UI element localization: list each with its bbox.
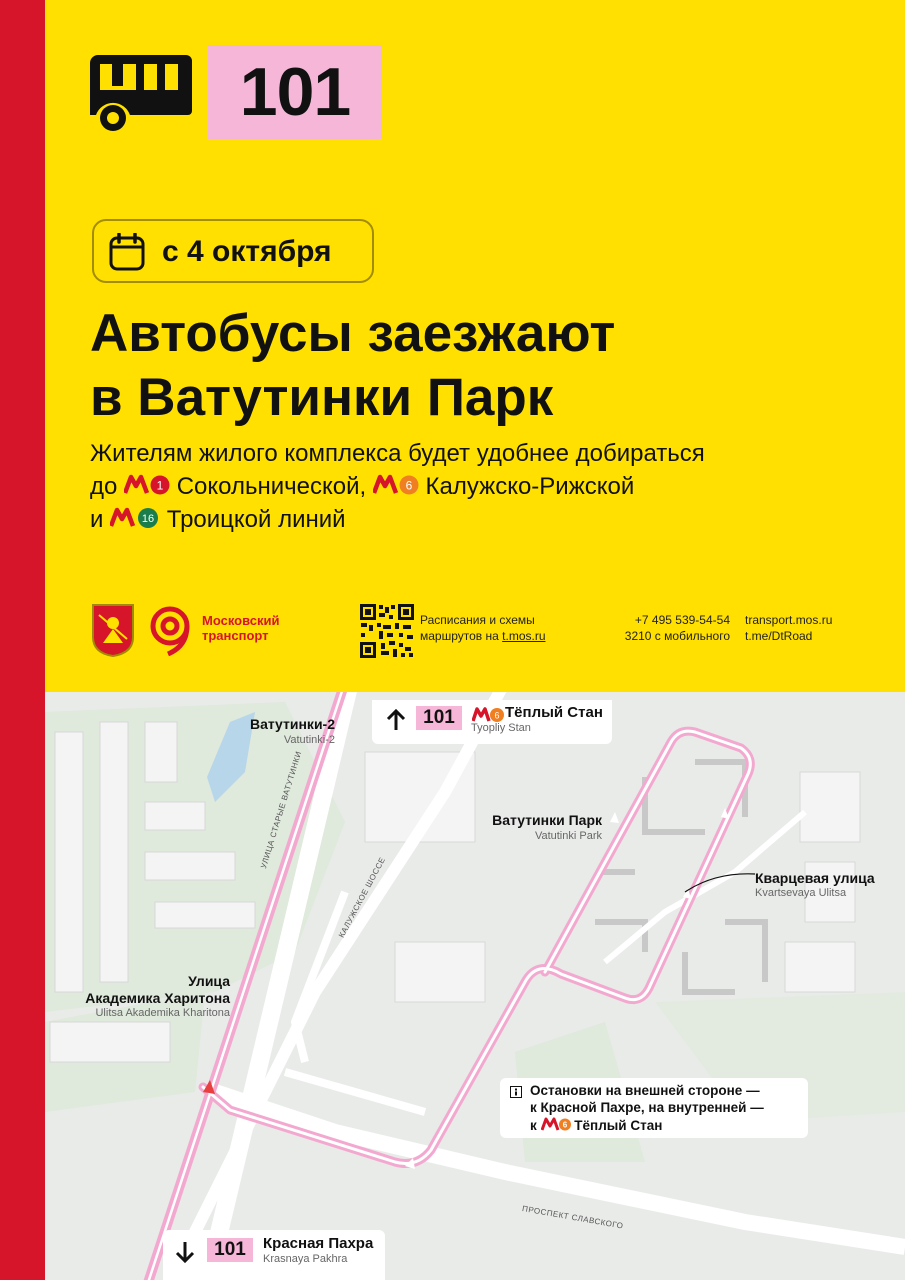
note-line-2: к Красной Пахре, на внутренней —: [530, 1100, 764, 1115]
stop-name-en: Kvartsevaya Ulitsa: [755, 887, 847, 899]
moscow-transport-logo-icon: [146, 604, 194, 656]
subtitle: [90, 437, 870, 536]
calendar-icon: [109, 233, 145, 271]
red-side-strip: [0, 0, 45, 1280]
note-line-3: [530, 1117, 662, 1134]
line-6-number: 6: [405, 478, 413, 493]
stop-name-en: Vatutinki Park: [534, 830, 602, 842]
stop-name: Кварцевая улица: [755, 870, 875, 886]
road-label-kaluzhskoe: КАЛУЖСКОЕ ШОССЕ: [337, 855, 388, 940]
line-6-number: 6: [562, 1120, 567, 1130]
route-map: [45, 692, 905, 1280]
route-badge-south: 101: [207, 1238, 253, 1262]
phone-info: [590, 612, 730, 644]
metro-line-1-icon: [124, 474, 170, 496]
arrow-up-icon: [386, 708, 406, 732]
stop-name-line-1: Улица: [188, 973, 230, 989]
info-icon: [510, 1086, 522, 1098]
subtitle-conjunction: и: [90, 506, 104, 533]
subtitle-line-3: [90, 503, 870, 536]
direction-south: [163, 1230, 385, 1280]
line-6-number: 6: [494, 710, 500, 721]
line-1-number: 1: [156, 478, 164, 493]
short-phone-number[interactable]: 3210 с мобильного: [624, 629, 730, 643]
bus-icon: [90, 55, 192, 133]
phone-number[interactable]: +7 495 539-54-54: [634, 613, 730, 627]
direction-north: [372, 700, 612, 744]
stop-name: Ватутинки Парк: [492, 812, 602, 828]
arrow-down-icon: [175, 1240, 195, 1264]
subtitle-prefix: до: [90, 473, 118, 500]
site-link[interactable]: transport.mos.ru: [745, 613, 833, 627]
date-badge: [92, 219, 374, 283]
telegram-link[interactable]: t.me/DtRoad: [745, 629, 813, 643]
stop-name-en: Ulitsa Akademika Kharitona: [95, 1007, 230, 1019]
stops-note: [500, 1078, 808, 1138]
schedule-info: [420, 612, 546, 644]
subtitle-line-2: [90, 470, 870, 503]
subtitle-line-1: Жителям жилого комплекса будет удобнее добираться: [90, 440, 705, 467]
line-16-number: 16: [141, 513, 155, 525]
note-prefix: к: [530, 1118, 537, 1133]
route-badge-north: 101: [416, 706, 462, 730]
brand-line-2: транспорт: [202, 628, 269, 643]
brand-name: [202, 613, 280, 643]
destination-name: Красная Пахра: [263, 1235, 374, 1252]
schedule-text-line-2: [420, 628, 546, 644]
note-destination: Тёплый Стан: [574, 1118, 663, 1133]
date-label: с 4 октября: [162, 235, 332, 268]
schedule-text-line-1: Расписания и схемы: [420, 613, 535, 627]
road-label-old-vatutinki: УЛИЦА СТАРЫЕ ВАТУТИНКИ: [259, 750, 304, 870]
schedule-text-prefix: маршрутов на: [420, 629, 499, 643]
troitskaya-line: Троицкой линий: [166, 506, 346, 533]
kaluzhsko-rizhskaya-line: Калужско-Рижской: [425, 473, 635, 500]
title-line-2: в Ватутинки Парк: [90, 368, 554, 427]
destination-name-en: Krasnaya Pakhra: [263, 1253, 348, 1265]
tmos-link[interactable]: t.mos.ru: [502, 629, 546, 643]
destination-name-en: Tyopliy Stan: [471, 722, 531, 734]
stop-name: Ватутинки-2: [249, 716, 335, 732]
brand-line-1: Московский: [202, 613, 280, 628]
web-links: [745, 612, 832, 644]
moscow-coat-of-arms-icon: [91, 603, 135, 657]
metro-line-6-icon: [373, 474, 419, 496]
note-line-1: Остановки на внешней стороне —: [530, 1083, 760, 1098]
title-line-1: Автобусы заезжают: [90, 304, 616, 363]
route-number-badge: 101: [208, 45, 382, 139]
qr-code-icon[interactable]: [359, 603, 415, 659]
page-title: [90, 302, 870, 430]
metro-line-6-icon: [541, 1117, 571, 1132]
metro-line-16-icon: [110, 507, 160, 529]
stop-name-line-2: Академика Харитона: [85, 990, 230, 1006]
stop-name-en: Vatutinki-2: [283, 734, 335, 746]
destination-name: Тёплый Стан: [505, 704, 603, 721]
sokolnicheskaya-line: Сокольнической,: [176, 473, 367, 500]
road-label-slavsky: ПРОСПЕКТ СЛАВСКОГО: [521, 1204, 625, 1231]
